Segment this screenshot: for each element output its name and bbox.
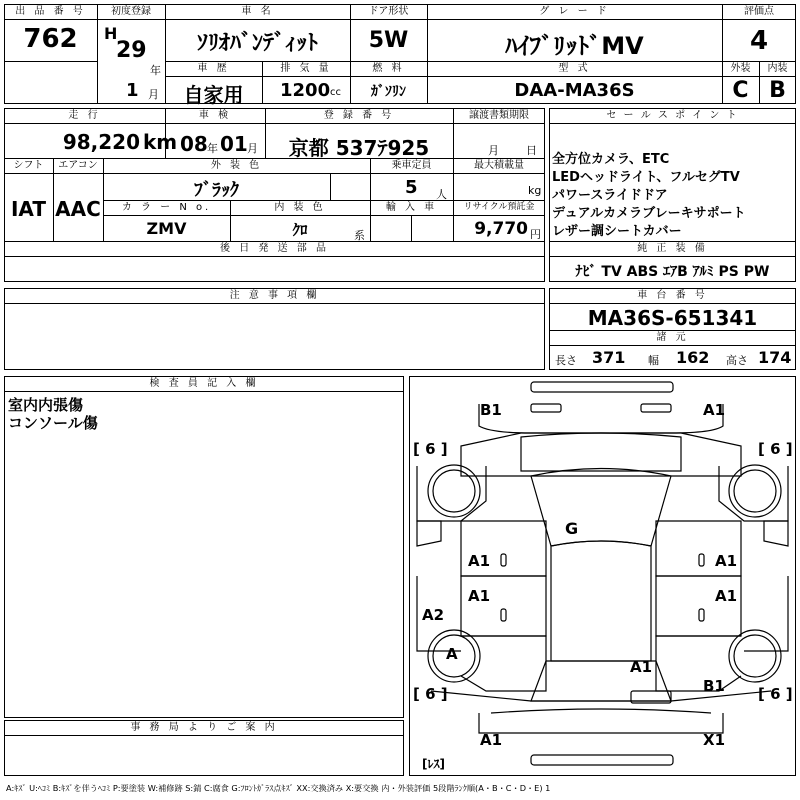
score: 4 [749, 26, 769, 56]
chassis-number: MA36S-651341 [587, 306, 758, 330]
length-label: 長さ [555, 354, 577, 367]
height: 174 [758, 348, 792, 367]
interior-grade: B [769, 78, 786, 103]
history-label: 車 歴 [197, 63, 230, 74]
car-name-label: 車 名 [241, 6, 274, 17]
diagram-a1-left-2: A1 [468, 587, 491, 605]
transfer-docs-label: 譲渡書類期限 [469, 110, 529, 121]
diagram-res: [ﾚｽ] [422, 757, 445, 771]
diagram-x1-bottom: X1 [703, 731, 726, 749]
grade: ﾊｲﾌﾞﾘｯﾄﾞMV [505, 32, 644, 60]
diagram-a1-left-1: A1 [468, 552, 491, 570]
kg-unit: kg [528, 184, 542, 197]
lot-number-label: 出 品 番 号 [15, 6, 86, 17]
fuel-label: 燃 料 [372, 63, 405, 74]
score-label: 評価点 [744, 6, 774, 17]
month-unit: 月 [148, 88, 159, 101]
inspector-notes-label: 検 査 員 記 入 欄 [149, 378, 259, 389]
sales-point-2: LEDヘッドライト、フルセグTV [552, 170, 740, 185]
color-no-label: カ ラ ー N o. [121, 202, 212, 213]
mileage: 98,220 [62, 130, 140, 154]
sales-point-4: デュアルカメラブレーキサポート [552, 206, 746, 221]
kei-unit: 系 [354, 229, 365, 242]
reg-month: 1 [126, 80, 139, 101]
km-unit: km [143, 130, 178, 154]
mileage-label: 走 行 [68, 110, 101, 121]
year-unit: 年 [150, 64, 161, 77]
exterior-grade: C [732, 78, 749, 103]
yen-unit: 円 [530, 228, 541, 241]
inspection-month: 01 [220, 132, 248, 156]
aircon: AAC [55, 197, 101, 221]
persons-unit: 人 [436, 188, 447, 201]
height-label: 高さ [726, 354, 748, 367]
diagram-b1-bottom: B1 [703, 677, 725, 695]
reg-year: 29 [116, 38, 147, 63]
sales-points-label: セ ー ル ス ポ イ ン ト [606, 110, 739, 121]
diagram-a-left: A [446, 645, 458, 663]
capacity: 5 [405, 177, 418, 198]
interior-color-label: 内 装 色 [274, 202, 326, 213]
later-parts-label: 後 日 発 送 部 品 [220, 243, 329, 254]
sales-point-1: 全方位カメラ、ETC [552, 152, 670, 167]
diagram-g: G [565, 519, 579, 538]
recycle-fee-label: リサイクル預託金 [463, 202, 535, 212]
diagram-a2-left: A2 [422, 606, 445, 624]
legend: A:ｷｽﾞ U:ﾍｺﾐ B:ｷｽﾞを伴うﾍｺﾐ P:要塗装 W:補修跡 S:錆 C:腐食 G:ﾌﾛﾝﾄｶﾞﾗｽ点ｷｽﾞ XX:交換済み X:要交換 内・外装評価 5段階ﾗﾝｸ順(A・B・C・D・E) 1 [6, 783, 551, 793]
registration-number-label: 登 録 番 号 [323, 110, 395, 121]
car-diagram [409, 376, 796, 776]
transfer-day: 日 [526, 144, 537, 157]
cc-unit: cc [330, 87, 341, 98]
diagram-left-6-top: [ 6 ] [413, 440, 448, 458]
grade-label: グ レ ー ド [539, 6, 610, 17]
width: 162 [676, 348, 710, 367]
shift-label: シフト [13, 160, 44, 171]
exterior-color-label: 外 装 色 [210, 160, 263, 171]
era-letter: H [104, 24, 118, 43]
model-code: DAA-MA36S [514, 80, 635, 101]
inspection-year: 08 [180, 132, 208, 156]
interior-color: ｸﾛ [292, 221, 308, 239]
registration-number: 京都 537ﾃ925 [288, 136, 430, 160]
sales-point-3: パワースライドドア [552, 188, 668, 203]
diagram-left-6-bottom: [ 6 ] [413, 685, 448, 703]
displacement: 1200 [280, 80, 331, 101]
equipment: ﾅﾋﾞ TV ABS ｴｱB ｱﾙﾐ PS PW [575, 264, 770, 280]
car-diagram-svg [410, 377, 795, 775]
diagram-a1-top: A1 [703, 401, 726, 419]
inspection-label: 車 検 [198, 110, 232, 121]
history: 自家用 [183, 83, 244, 107]
import-car-label: 輸 入 車 [385, 202, 438, 213]
length: 371 [592, 348, 626, 367]
diagram-a1-bottom-center: A1 [630, 658, 653, 676]
recycle-fee: 9,770 [474, 219, 528, 239]
inspection-month-unit: 月 [247, 142, 258, 155]
genuine-equipment-label: 純 正 装 備 [637, 243, 708, 254]
first-registration-label: 初度登録 [111, 6, 151, 17]
diagram-right-6-bottom: [ 6 ] [758, 685, 793, 703]
capacity-label: 乗車定員 [391, 160, 432, 171]
shift: IAT [10, 197, 46, 221]
exterior-color: ﾌﾞﾗｯｸ [194, 180, 239, 201]
inspection-year-unit: 年 [207, 142, 218, 155]
diagram-a1-right-2: A1 [715, 587, 738, 605]
max-load-label: 最大積載量 [474, 160, 524, 171]
color-no: ZMV [146, 219, 187, 238]
exterior-label: 外装 [730, 63, 751, 74]
diagram-b1-top: B1 [480, 401, 502, 419]
inspector-note-2: コンソール傷 [8, 414, 98, 432]
door-type: 5W [368, 28, 409, 53]
sales-point-5: レザー調シートカバー [552, 224, 682, 239]
door-type-label: ドア形状 [368, 6, 409, 17]
diagram-a1-bottom: A1 [480, 731, 503, 749]
inspector-note-1: 室内内張傷 [8, 396, 84, 414]
chassis-number-label: 車 台 番 号 [637, 290, 708, 301]
interior-label: 内装 [767, 63, 788, 74]
office-info-label: 事 務 局 よ り ご 案 内 [130, 722, 278, 733]
notes-label: 注 意 事 項 欄 [229, 290, 320, 301]
displacement-label: 排 気 量 [280, 63, 332, 74]
width-label: 幅 [648, 354, 659, 367]
model-code-label: 型 式 [558, 63, 591, 74]
specs-label: 諸 元 [656, 332, 689, 343]
lot-number: 762 [23, 24, 78, 54]
aircon-label: エアコン [58, 160, 98, 171]
diagram-right-6-top: [ 6 ] [758, 440, 793, 458]
car-name: ｿﾘｵﾊﾞﾝﾃﾞｨｯﾄ [196, 31, 318, 56]
fuel: ｶﾞｿﾘﾝ [371, 84, 406, 100]
transfer-month: 月 [488, 144, 499, 157]
diagram-a1-right-1: A1 [715, 552, 738, 570]
